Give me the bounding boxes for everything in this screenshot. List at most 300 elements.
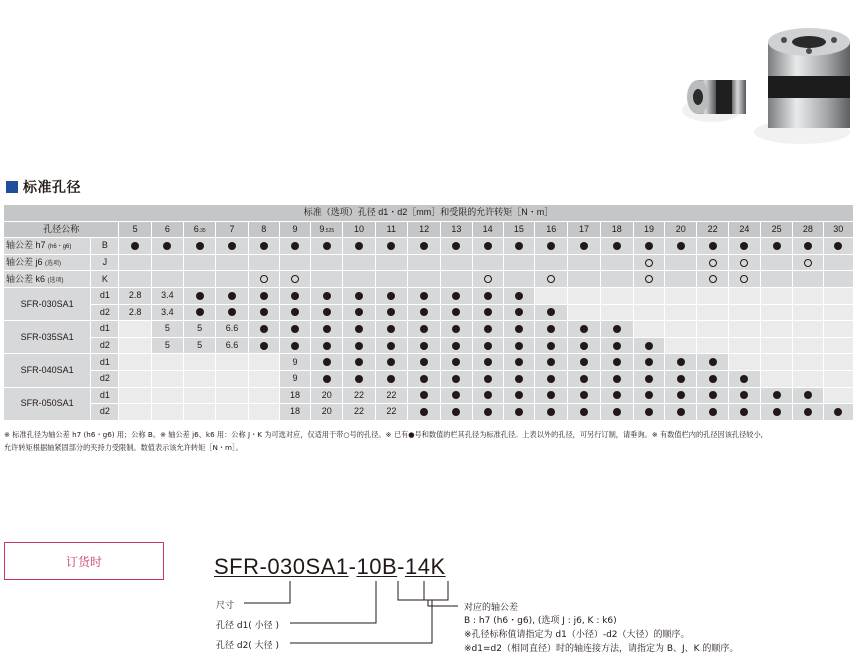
bore-cell: 6.6 — [216, 337, 248, 354]
bore-cell — [503, 304, 534, 321]
bore-cell — [151, 354, 183, 371]
bore-cell — [248, 404, 279, 421]
standard-bore-dot-icon — [740, 408, 748, 416]
diameter-header: 6 — [151, 221, 183, 238]
note-line-2: 允许转矩根据轴紧固部分的夹持力受限制。数值表示该允许转矩［N・m］。 — [4, 443, 243, 452]
standard-bore-dot-icon — [260, 325, 268, 333]
tolerance-cell — [184, 271, 216, 288]
bore-cell — [407, 321, 440, 338]
bore-cell — [441, 354, 472, 371]
bore-cell: 9 — [279, 354, 310, 371]
diameter-header: 11 — [375, 221, 407, 238]
standard-bore-dot-icon — [323, 292, 331, 300]
bore-cell — [728, 387, 760, 404]
standard-bore-dot-icon — [323, 308, 331, 316]
model-row — [4, 370, 854, 387]
tolerance-cell — [375, 271, 407, 288]
bore-cell — [184, 287, 216, 304]
tolerance-cell — [441, 271, 472, 288]
bore-cell — [441, 337, 472, 354]
bore-cell — [568, 387, 600, 404]
standard-bore-dot-icon — [613, 408, 621, 416]
standard-bore-dot-icon — [355, 292, 363, 300]
tolerance-cell — [728, 254, 760, 271]
standard-bore-dot-icon — [452, 408, 460, 416]
diameter-header: 9 — [279, 221, 310, 238]
bore-cell — [503, 354, 534, 371]
bore-cell — [761, 404, 793, 421]
bore-cell — [665, 321, 697, 338]
bore-cell — [600, 387, 633, 404]
standard-bore-dot-icon — [291, 325, 299, 333]
optional-bore-ring-icon — [291, 275, 299, 283]
tolerance-cell — [697, 254, 728, 271]
code-tolerance-2: K — [430, 554, 446, 579]
bore-cell — [761, 304, 793, 321]
bore-cell: 3.4 — [151, 304, 183, 321]
bore-cell — [633, 337, 664, 354]
bore-cell — [823, 404, 853, 421]
bore-cell — [728, 337, 760, 354]
standard-bore-dot-icon — [709, 391, 717, 399]
bore-cell — [279, 321, 310, 338]
diameter-header: 19 — [633, 221, 664, 238]
bore-cell — [568, 287, 600, 304]
bore-cell — [119, 387, 151, 404]
bore-cell — [248, 287, 279, 304]
bore-cell — [728, 304, 760, 321]
tolerance-cell — [665, 254, 697, 271]
model-row — [4, 387, 854, 404]
bore-cell — [184, 387, 216, 404]
optional-bore-ring-icon — [709, 275, 717, 283]
bore-cell — [633, 387, 664, 404]
tolerance-cell — [728, 238, 760, 255]
standard-bore-dot-icon — [260, 308, 268, 316]
standard-bore-dot-icon — [740, 391, 748, 399]
bore-cell — [568, 304, 600, 321]
bore-cell — [761, 370, 793, 387]
standard-bore-dot-icon — [580, 325, 588, 333]
bore-cell — [375, 304, 407, 321]
tolerance-cell — [503, 238, 534, 255]
standard-bore-dot-icon — [420, 408, 428, 416]
code-tolerance-1: B — [381, 554, 398, 579]
annot-tolerance-line1: B : h7 (h6・g6), (选项 J : j6, K : k6) — [464, 616, 617, 626]
optional-bore-ring-icon — [740, 259, 748, 267]
bore-cell — [343, 337, 375, 354]
bore-cell — [216, 387, 248, 404]
standard-bore-dot-icon — [677, 408, 685, 416]
tolerance-cell — [311, 254, 343, 271]
bore-cell — [441, 304, 472, 321]
diameter-header: 12 — [407, 221, 440, 238]
diameter-header: 15 — [503, 221, 534, 238]
tolerance-cell — [184, 238, 216, 255]
standard-bore-dot-icon — [677, 391, 685, 399]
standard-bore-dot-icon — [677, 358, 685, 366]
bore-cell — [633, 404, 664, 421]
bore-cell: 22 — [343, 404, 375, 421]
bore-cell — [823, 337, 853, 354]
bore-cell — [311, 370, 343, 387]
optional-bore-ring-icon — [645, 275, 653, 283]
diameter-header: 10 — [343, 221, 375, 238]
standard-bore-dot-icon — [323, 342, 331, 350]
standard-bore-dot-icon — [515, 358, 523, 366]
tolerance-cell — [823, 238, 853, 255]
annot-tolerance-line2: ※孔径标称值请指定为 d1（小径）-d2（大径）的顺序。 — [464, 630, 690, 640]
optional-bore-ring-icon — [260, 275, 268, 283]
standard-bore-dot-icon — [645, 408, 653, 416]
bore-cell: 5 — [151, 337, 183, 354]
standard-bore-dot-icon — [452, 242, 460, 250]
standard-bore-dot-icon — [484, 391, 492, 399]
bore-cell — [472, 304, 503, 321]
bore-cell — [216, 287, 248, 304]
bore-cell — [343, 321, 375, 338]
standard-bore-dot-icon — [773, 391, 781, 399]
tolerance-cell — [633, 254, 664, 271]
bore-cell — [248, 354, 279, 371]
bore-cell — [665, 354, 697, 371]
bore-cell — [535, 321, 568, 338]
bore-cell — [823, 321, 853, 338]
bore-cell — [151, 404, 183, 421]
bore-cell: 20 — [311, 387, 343, 404]
standard-bore-dot-icon — [580, 391, 588, 399]
bore-cell — [697, 404, 728, 421]
note-line-1: ※ 标准孔径为轴公差 h7 (h6・g6) 用；公称 B。※ 轴公差 j6、k6 用：公称 J・K 为可选对应，仅适用于带○号的孔径。※ 已有●号和数值的栏其孔径为标准孔径。上表以外的孔径，可另行订制，请垂询。※ 有数值栏内的孔径因该孔径较小, — [4, 430, 763, 439]
tolerance-cell — [216, 238, 248, 255]
bore-cell — [697, 321, 728, 338]
bore-cell — [119, 321, 151, 338]
bore-cell — [216, 304, 248, 321]
bore-cell — [441, 321, 472, 338]
bore-cell — [441, 287, 472, 304]
standard-bore-dot-icon — [452, 358, 460, 366]
standard-bore-dot-icon — [515, 325, 523, 333]
bore-cell — [248, 370, 279, 387]
bore-cell — [503, 387, 534, 404]
tolerance-cell — [441, 254, 472, 271]
tolerance-cell — [535, 271, 568, 288]
standard-bore-dot-icon — [260, 242, 268, 250]
bore-cell — [119, 337, 151, 354]
standard-bore-dot-icon — [163, 242, 171, 250]
bore-code: d1 — [91, 387, 119, 404]
annot-tolerance-title: 对应的轴公差 — [464, 603, 519, 613]
bore-code: d1 — [91, 354, 119, 371]
bore-cell: 5 — [184, 321, 216, 338]
code-d2: 14 — [404, 554, 431, 579]
bore-cell — [697, 337, 728, 354]
standard-bore-dot-icon — [291, 242, 299, 250]
standard-bore-dot-icon — [260, 292, 268, 300]
model-row — [4, 404, 854, 421]
tolerance-cell — [151, 238, 183, 255]
standard-bore-dot-icon — [773, 408, 781, 416]
bore-cell: 22 — [375, 387, 407, 404]
bore-cell — [472, 337, 503, 354]
bore-cell — [407, 354, 440, 371]
bore-cell — [728, 287, 760, 304]
tolerance-cell — [343, 254, 375, 271]
bore-cell — [633, 287, 664, 304]
standard-bore-dot-icon — [355, 242, 363, 250]
bore-cell — [472, 370, 503, 387]
bore-cell — [697, 287, 728, 304]
tolerance-cell — [375, 254, 407, 271]
bore-code: d1 — [91, 287, 119, 304]
bore-cell: 18 — [279, 387, 310, 404]
tolerance-cell — [633, 271, 664, 288]
diameter-header: 7 — [216, 221, 248, 238]
tolerance-cell — [248, 271, 279, 288]
standard-bore-dot-icon — [323, 325, 331, 333]
bore-cell — [407, 370, 440, 387]
diameter-header: 16 — [535, 221, 568, 238]
standard-bore-dot-icon — [709, 242, 717, 250]
bore-cell — [441, 404, 472, 421]
optional-bore-ring-icon — [645, 259, 653, 267]
tolerance-cell — [248, 238, 279, 255]
tolerance-cell — [441, 238, 472, 255]
diameter-header: 28 — [793, 221, 823, 238]
bore-cell — [728, 404, 760, 421]
standard-bore-dot-icon — [645, 242, 653, 250]
tolerance-cell — [793, 254, 823, 271]
optional-bore-ring-icon — [709, 259, 717, 267]
diameter-header: 22 — [697, 221, 728, 238]
tolerance-code: J — [91, 254, 119, 271]
bore-cell — [503, 287, 534, 304]
bore-cell — [407, 337, 440, 354]
code-d1: 10 — [356, 554, 382, 579]
model-row — [4, 321, 854, 338]
bore-cell — [503, 404, 534, 421]
bore-cell — [216, 354, 248, 371]
standard-bore-dot-icon — [484, 325, 492, 333]
diameter-header: 6.35 — [184, 221, 216, 238]
tolerance-cell — [216, 271, 248, 288]
standard-bore-dot-icon — [547, 391, 555, 399]
bore-cell: 6.6 — [216, 321, 248, 338]
standard-bore-dot-icon — [131, 242, 139, 250]
bore-cell — [728, 321, 760, 338]
standard-bore-dot-icon — [260, 342, 268, 350]
bore-cell — [600, 404, 633, 421]
table-caption: 标准（选项）孔径 d1・d2［mm］和受限的允许转矩［N・m］ — [4, 205, 854, 221]
bore-cell: 18 — [279, 404, 310, 421]
tolerance-cell — [568, 238, 600, 255]
standard-bore-dot-icon — [484, 358, 492, 366]
annot-d2: 孔径 d2( 大径 ) — [216, 641, 280, 651]
tolerance-cell — [248, 254, 279, 271]
standard-bore-dot-icon — [420, 308, 428, 316]
bore-cell — [472, 404, 503, 421]
code-separator-2: - — [397, 554, 405, 579]
standard-bore-dot-icon — [645, 375, 653, 383]
tolerance-cell — [119, 254, 151, 271]
annot-tolerance-line3: ※d1=d2（相同直径）时的轴连接方法，请指定为 B、J、K 的顺序。 — [464, 644, 739, 654]
bore-cell — [248, 387, 279, 404]
bore-cell — [697, 354, 728, 371]
standard-bore-dot-icon — [420, 292, 428, 300]
tolerance-cell — [375, 238, 407, 255]
tolerance-cell — [665, 271, 697, 288]
part-code-example — [214, 554, 446, 580]
tolerance-cell — [472, 271, 503, 288]
ordering-label: 订货时 — [65, 554, 102, 569]
bore-code: d1 — [91, 321, 119, 338]
standard-bore-dot-icon — [613, 342, 621, 350]
standard-bore-dot-icon — [387, 242, 395, 250]
bore-code: d2 — [91, 404, 119, 421]
bore-cell — [151, 370, 183, 387]
diameter-header: 5 — [119, 221, 151, 238]
standard-bore-dot-icon — [228, 292, 236, 300]
bore-cell — [761, 354, 793, 371]
annot-size: 尺寸 — [216, 601, 235, 611]
bore-cell — [761, 337, 793, 354]
standard-bore-dot-icon — [452, 375, 460, 383]
bore-cell — [535, 404, 568, 421]
model-row — [4, 354, 854, 371]
bore-cell: 3.4 — [151, 287, 183, 304]
coupling-product-image — [672, 14, 856, 146]
optional-bore-ring-icon — [804, 259, 812, 267]
standard-bore-dot-icon — [484, 242, 492, 250]
diameter-header: 20 — [665, 221, 697, 238]
standard-bore-dot-icon — [515, 292, 523, 300]
tolerance-row — [4, 238, 854, 255]
bore-cell — [343, 287, 375, 304]
optional-bore-ring-icon — [547, 275, 555, 283]
standard-bore-dot-icon — [228, 308, 236, 316]
bore-cell — [697, 370, 728, 387]
bore-cell — [568, 354, 600, 371]
diameter-header: 30 — [823, 221, 853, 238]
table-diameter-row — [4, 221, 854, 238]
bore-cell — [761, 321, 793, 338]
bore-cell — [761, 387, 793, 404]
standard-bore-dot-icon — [547, 408, 555, 416]
tolerance-cell — [535, 254, 568, 271]
bore-cell — [633, 321, 664, 338]
tolerance-cell — [343, 271, 375, 288]
standard-bore-dot-icon — [387, 308, 395, 316]
table-notes — [4, 428, 854, 454]
bore-cell — [568, 321, 600, 338]
bore-cell — [119, 354, 151, 371]
bore-cell — [793, 321, 823, 338]
section-title-text: 标准孔径 — [23, 180, 81, 196]
bore-cell — [151, 387, 183, 404]
standard-bore-dot-icon — [580, 358, 588, 366]
tolerance-cell — [343, 238, 375, 255]
standard-bore-dot-icon — [387, 375, 395, 383]
tolerance-cell — [761, 254, 793, 271]
tolerance-cell — [665, 238, 697, 255]
diameter-header: 17 — [568, 221, 600, 238]
bore-cell — [823, 287, 853, 304]
diameter-header: 18 — [600, 221, 633, 238]
model-row — [4, 304, 854, 321]
bore-cell — [568, 370, 600, 387]
standard-bore-dot-icon — [515, 375, 523, 383]
standard-bore-dot-icon — [613, 391, 621, 399]
standard-bore-dot-icon — [387, 325, 395, 333]
tolerance-cell — [728, 271, 760, 288]
bore-cell — [375, 337, 407, 354]
bore-cell — [697, 387, 728, 404]
bore-cell — [823, 370, 853, 387]
tolerance-cell — [216, 254, 248, 271]
bore-cell — [279, 304, 310, 321]
bore-cell — [761, 287, 793, 304]
standard-bore-dot-icon — [452, 342, 460, 350]
bore-cell — [375, 321, 407, 338]
model-row — [4, 287, 854, 304]
standard-bore-dot-icon — [387, 358, 395, 366]
bore-cell — [793, 304, 823, 321]
bore-cell — [472, 387, 503, 404]
standard-bore-dot-icon — [773, 242, 781, 250]
table-corner-label: 孔径公称 — [4, 221, 119, 238]
standard-bore-dot-icon — [547, 325, 555, 333]
bore-cell — [216, 370, 248, 387]
standard-bore-dot-icon — [547, 308, 555, 316]
tolerance-cell — [407, 254, 440, 271]
tolerance-cell — [600, 238, 633, 255]
bore-cell — [600, 370, 633, 387]
standard-bore-dot-icon — [547, 375, 555, 383]
diameter-header: 24 — [728, 221, 760, 238]
standard-bore-dot-icon — [677, 375, 685, 383]
bore-cell — [184, 370, 216, 387]
standard-bore-dot-icon — [740, 375, 748, 383]
bore-cell — [248, 304, 279, 321]
bore-cell — [311, 321, 343, 338]
tolerance-cell — [311, 238, 343, 255]
bore-cell — [633, 304, 664, 321]
ordering-label-box — [4, 542, 164, 580]
standard-bore-dot-icon — [804, 391, 812, 399]
bore-cell — [407, 387, 440, 404]
model-row — [4, 337, 854, 354]
standard-bore-dot-icon — [420, 325, 428, 333]
bore-cell — [311, 354, 343, 371]
tolerance-label: 轴公差 h7 (h6・g6) — [4, 238, 91, 255]
bore-cell — [472, 354, 503, 371]
bore-cell: 20 — [311, 404, 343, 421]
bore-cell — [568, 404, 600, 421]
tolerance-cell — [472, 238, 503, 255]
code-separator-1: - — [348, 554, 357, 579]
tolerance-cell — [823, 254, 853, 271]
bore-cell — [441, 387, 472, 404]
bore-cell — [535, 304, 568, 321]
bore-cell — [793, 337, 823, 354]
tolerance-cell — [407, 238, 440, 255]
bore-cell — [633, 354, 664, 371]
bore-cell — [343, 370, 375, 387]
model-name: SFR-035SA1 — [4, 321, 91, 354]
model-name: SFR-030SA1 — [4, 287, 91, 320]
bore-cell — [472, 287, 503, 304]
bore-cell — [600, 354, 633, 371]
